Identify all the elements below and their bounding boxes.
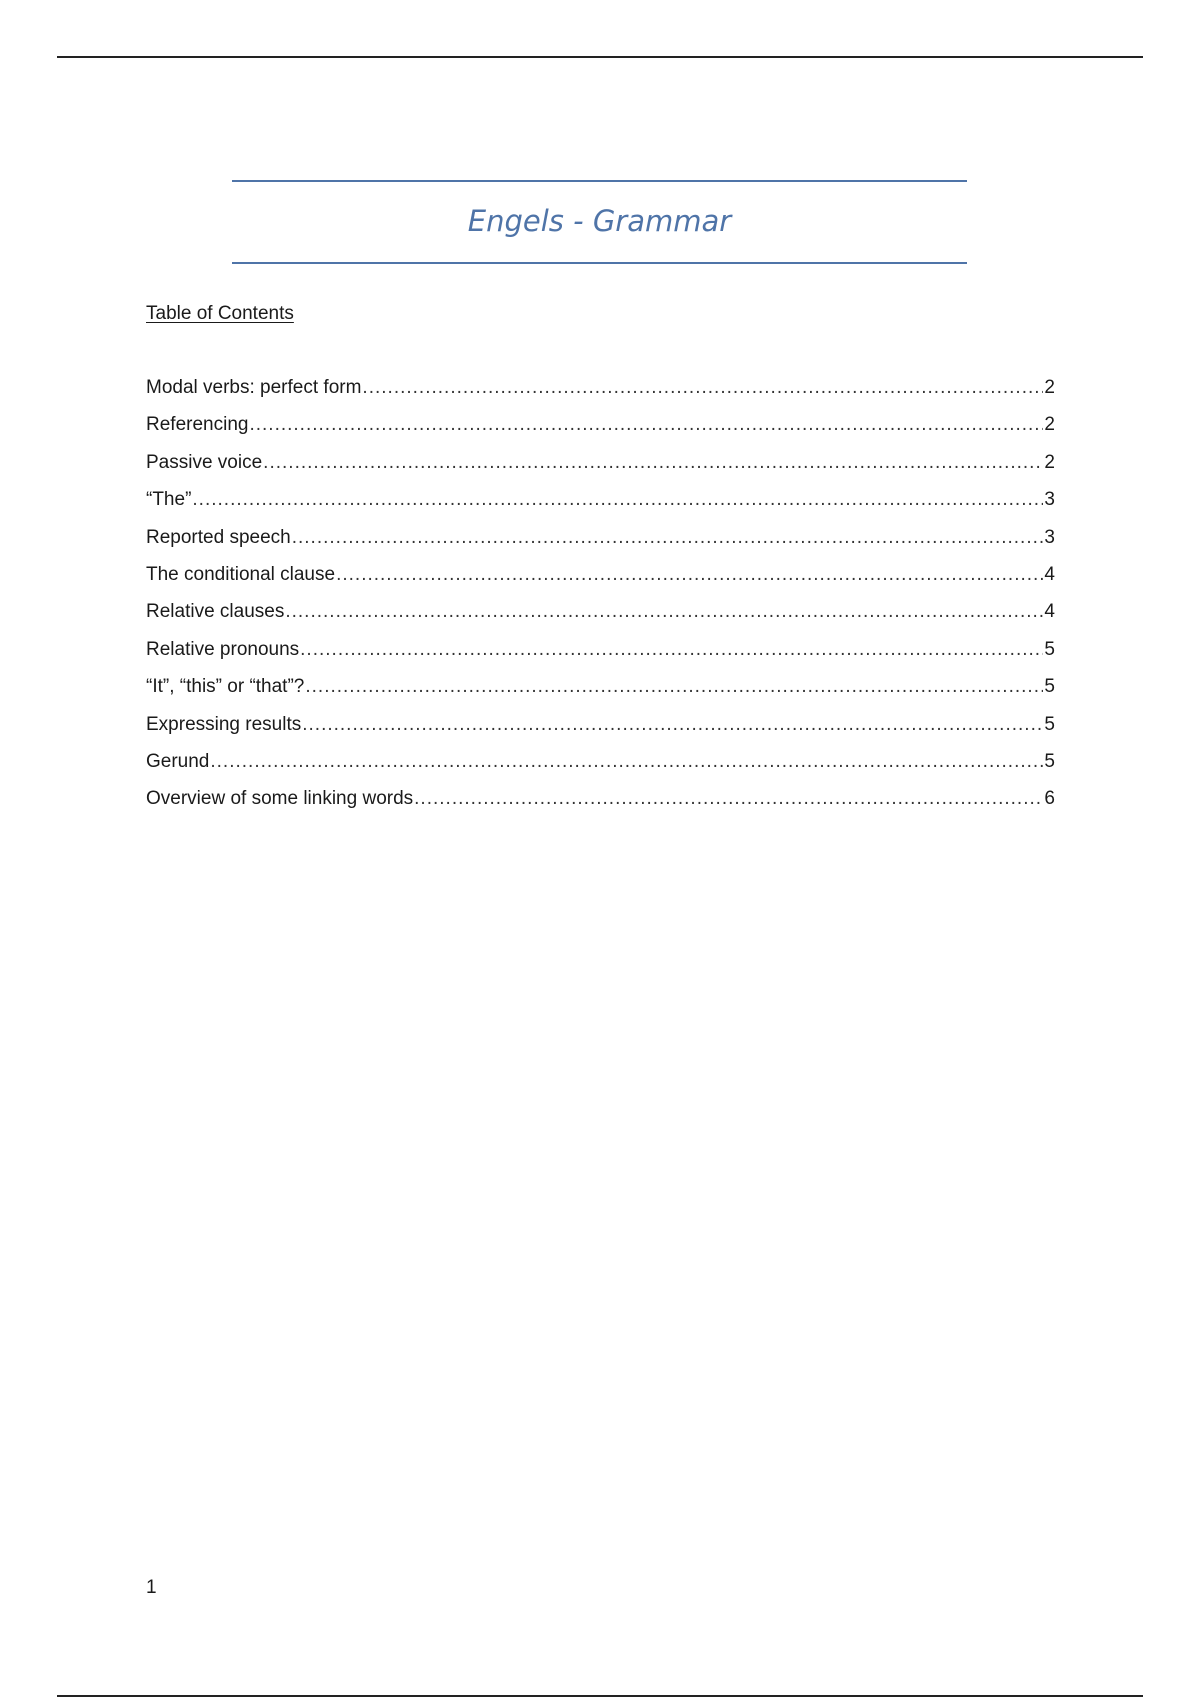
toc-entry[interactable] (146, 525, 1055, 562)
toc-dot-leader (210, 749, 1043, 775)
toc-entry[interactable] (146, 712, 1055, 749)
toc-entry[interactable] (146, 637, 1055, 674)
toc-dot-leader (292, 525, 1044, 551)
toc-dot-leader (414, 786, 1043, 812)
toc-dot-leader (300, 637, 1043, 663)
toc-entry-page: 5 (1044, 750, 1055, 772)
toc-entry[interactable] (146, 450, 1055, 487)
toc-entry-page: 4 (1044, 563, 1055, 585)
title-block (232, 180, 967, 266)
title-rule-top (232, 180, 967, 182)
toc-entry-page: 2 (1044, 414, 1055, 436)
toc-entry[interactable] (146, 786, 1055, 823)
header-rule (57, 56, 1143, 58)
toc-entry[interactable] (146, 749, 1055, 786)
toc-entry[interactable] (146, 375, 1055, 412)
toc-entry-label: Modal verbs: perfect form (146, 377, 362, 398)
toc-dot-leader (305, 674, 1043, 700)
toc-entry-label: Relative pronouns (146, 638, 300, 660)
toc-heading: Table of Contents (146, 303, 294, 324)
toc-entry-label: Referencing (146, 414, 249, 436)
toc-entry[interactable] (146, 487, 1055, 524)
toc-entry[interactable] (146, 674, 1055, 711)
toc-entry-page: 5 (1044, 638, 1055, 660)
toc-entry[interactable] (146, 562, 1055, 599)
toc-dot-leader (302, 712, 1043, 738)
toc-dot-leader (249, 412, 1043, 438)
toc-dot-leader (263, 450, 1043, 476)
toc-entry-label: Relative clauses (146, 601, 285, 623)
toc-entry-label: Overview of some linking words (146, 788, 414, 810)
toc-entry-page: 4 (1044, 601, 1055, 623)
toc-entry-page: 2 (1044, 451, 1055, 473)
toc-entry-label: Gerund (146, 750, 210, 772)
toc-entry-label: The conditional clause (146, 563, 336, 585)
table-of-contents (146, 375, 1055, 824)
toc-entry-page: 5 (1044, 676, 1055, 698)
toc-dot-leader (362, 375, 1043, 401)
toc-entry-page: 3 (1044, 526, 1055, 548)
toc-entry-page: 5 (1044, 713, 1055, 735)
toc-dot-leader (285, 599, 1043, 625)
toc-entry-page: 6 (1044, 788, 1055, 810)
page-number: 1 (146, 1577, 157, 1598)
toc-entry-label: “The” (146, 489, 192, 511)
toc-dot-leader (192, 487, 1043, 513)
toc-dot-leader (336, 562, 1043, 588)
toc-entry[interactable] (146, 412, 1055, 449)
toc-entry-label: Expressing results (146, 713, 302, 735)
toc-entry-page: 3 (1044, 489, 1055, 511)
toc-entry-page: 2 (1044, 377, 1055, 398)
toc-entry[interactable] (146, 599, 1055, 636)
toc-entry-label: Passive voice (146, 451, 263, 473)
toc-entry-label: “It”, “this” or “that”? (146, 676, 305, 698)
document-title: Engels - Grammar (467, 204, 732, 238)
footer-rule (57, 1695, 1143, 1697)
toc-entry-label: Reported speech (146, 526, 291, 548)
title-rule-bottom (232, 262, 967, 264)
